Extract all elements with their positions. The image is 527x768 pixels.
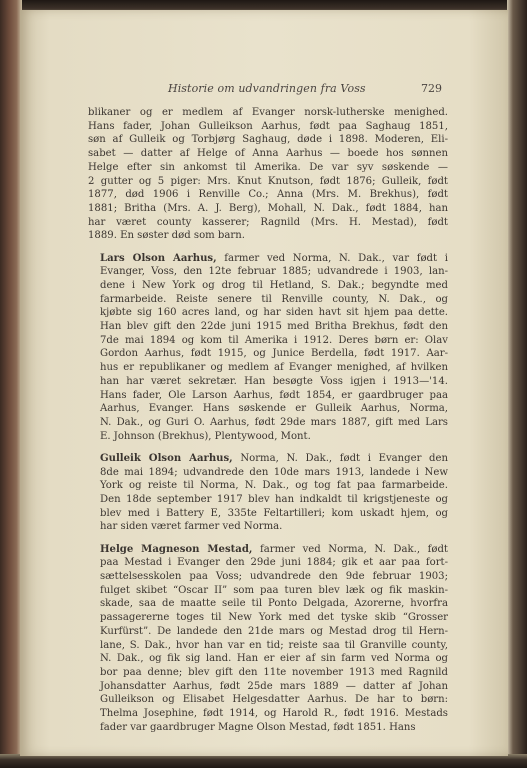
text-line [88,252,448,266]
text-line [88,147,448,161]
line-text: Hans fader, Ole Larson Aarhus, født 1854, er gaardbruger paa [100,389,448,401]
line-text: 7de mai 1894 og kom til Amerika i 1912. Deres børn er: Olav [100,334,448,346]
paragraph [88,106,448,243]
line-text: passagererne toges til New York med det tyske skib “Grosser [100,612,448,624]
text-line [88,175,448,189]
text-line [88,361,448,375]
line-text: Han blev gift den 22de juni 1915 med Britha Brekhus, født den [100,321,448,333]
line-text: Thelma Josephine, født 1914, og Harold R., født 1916. Mestads [100,708,448,720]
text-line [88,202,448,216]
book-spine-gutter [0,0,22,768]
text-line [88,693,448,707]
text-line [88,293,448,307]
text-line [88,493,448,507]
line-text: Hans fader, Johan Gulleikson Aarhus, født paa Saghaug 1851, [88,120,448,132]
line-text: skade, saa de maatte seile til Ponto Delgada, Azorerne, hvorfra [100,598,448,610]
text-line [88,106,448,120]
line-text: 1877, død 1906 i Renville Co.; Anna (Mrs. M. Brekhus), født [88,189,448,201]
running-header [108,82,444,98]
line-text: søn af Gulleik og Torbjørg Saghaug, døde i 1898. Moderen, Eli- [88,134,448,146]
line-text: Evanger, Voss, den 12te februar 1885; udvandrede i 1903, lan- [100,266,448,278]
line-text: bor paa denne; blev gift den 11te november 1913 med Ragnild [100,666,448,678]
text-line [88,161,448,175]
line-text: sættelsesskolen paa Voss; udvandrede den 9de februar 1903; [100,571,448,582]
line-text: E. Johnson (Brekhus), Plentywood, Mont. [100,430,311,442]
paper-page [20,10,508,756]
text-line [88,375,448,389]
text-line [88,416,448,430]
text-line [88,625,448,639]
text-line [88,452,448,466]
body-text [88,106,448,743]
line-text: Gordon Aarhus, født 1915, og Junice Berdella, født 1917. Aar- [100,348,448,360]
line-text: Helge efter sin ankomst til Amerika. De var syv søskende — [88,161,448,173]
text-line [88,680,448,694]
text-line [88,120,448,134]
line-text: fulget skibet “Oscar II” som paa turen blev læk og fik maskin- [100,584,448,596]
line-text: Kurfürst”. De landede den 21de mars og Mestad drog til Hern- [100,625,448,637]
text-line [88,347,448,361]
line-text: fader var gaardbruger Magne Olson Mestad, født 1851. Hans [100,721,416,733]
text-line [88,430,448,444]
line-text: sabet — datter af Helge of Anna Aarhus — boede hos sønnen [88,148,448,160]
line-text: Johansdatter Aarhus, født 25de mars 1889 — datter af Johan [100,680,448,692]
text-line [88,570,448,584]
text-line [88,721,448,735]
line-text: farmer ved Norma, N. Dak., var født i [216,252,448,264]
text-line [88,666,448,680]
running-title: Historie om udvandringen fra Voss [168,82,366,95]
line-text: har været county kasserer; Ragnild (Mrs. H. Mestad), født [88,216,448,228]
line-text: han har været sekretær. Han besøgte Voss igjen i 1913—'14. [100,375,448,387]
line-text: Gulleikson og Elisabet Helgesdatter Aarhus. De har to børn: [100,694,448,706]
text-line [88,520,448,534]
text-line [88,507,448,521]
line-text: paa Mestad i Evanger den 29de juni 1884; gik et aar paa fort- [100,557,448,569]
paragraph [88,452,448,534]
line-text: hus er republikaner og medlem af Evanger menighed, af hvilken [100,362,448,374]
person-name: Helge Magneson Mestad, [100,543,253,555]
text-line [88,639,448,653]
line-text: dene i New York og drog til Hetland, S. Dak.; begyndte med [100,279,448,291]
text-line [88,707,448,721]
text-line [88,265,448,279]
person-name: Lars Olson Aarhus, [100,252,217,264]
text-line [88,389,448,403]
person-name: Gulleik Olson Aarhus, [100,452,233,464]
page-number: 729 [421,82,442,95]
line-text: farmarbeide. Reiste senere til Renville county, N. Dak., og [100,293,448,305]
text-line [88,320,448,334]
text-line [88,334,448,348]
text-line [88,597,448,611]
line-text: Den 18de september 1917 blev han indkaldt til krigstjeneste og [100,493,448,505]
text-line [88,543,448,557]
text-line [88,229,448,243]
line-text: N. Dak., og Guri O. Aarhus, født 29de mars 1887, gift med Lars [100,416,448,428]
line-text: blikaner og er medlem af Evanger norsk-lutherske menighed. [88,107,448,118]
text-line [88,216,448,230]
paragraph [88,252,448,444]
text-line [88,479,448,493]
text-line [88,584,448,598]
book-cover-bottom-edge [0,754,527,768]
line-text: blev med i Battery E, 335te Feltartilleri; kom uskadt hjem, og [100,507,448,519]
line-text: 1881; Britha (Mrs. A. J. Berg), Mohall, N. Dak., født 1884, han [88,202,448,214]
text-line [88,402,448,416]
line-text: lane, S. Dak., hvor han var en tid; reiste saa til Granville county, [100,639,448,651]
text-line [88,611,448,625]
line-text: N. Dak., og fik sig land. Han er eier af sin farm ved Norma og [100,653,448,665]
line-text: farmer ved Norma, N. Dak., født [252,543,448,555]
line-text: Norma, N. Dak., født i Evanger den [232,452,448,464]
line-text: kjøbte sig 160 acres land, og har siden havt sit hjem paa dette. [100,307,448,319]
text-line [88,133,448,147]
line-text: 2 gutter og 5 piger: Mrs. Knut Knutson, født 1876; Gulleik, født [88,175,448,187]
text-line [88,466,448,480]
line-text: 1889. En søster død som barn. [88,230,245,242]
line-text: 8de mai 1894; udvandrede den 10de mars 1913, landede i New [100,466,448,478]
line-text: York og reiste til Norma, N. Dak., og tog fat paa farmarbeide. [100,480,448,492]
paragraph [88,543,448,735]
text-line [88,556,448,570]
line-text: har siden været farmer ved Norma. [100,521,283,533]
text-line [88,188,448,202]
text-line [88,306,448,320]
text-line [88,652,448,666]
book-cover-right-edge [507,0,527,768]
text-line [88,279,448,293]
line-text: Aarhus, Evanger. Hans søskende er Gulleik Aarhus, Norma, [100,403,448,415]
